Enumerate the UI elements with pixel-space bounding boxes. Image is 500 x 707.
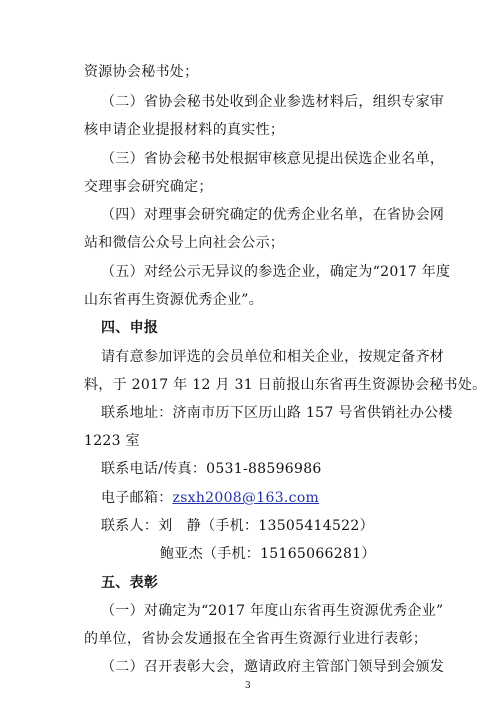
paragraph-line: 联系地址：济南市历下区历山路 157 号省供销社办公楼 (101, 405, 453, 421)
paragraph-line: （一）对确定为“2017 年度山东省再生资源优秀企业” (101, 603, 444, 619)
section-heading: 四、申报 (101, 320, 159, 336)
paragraph-line: 资源协会秘书处； (84, 64, 199, 80)
paragraph-line: 交理事会研究确定； (84, 179, 213, 195)
paragraph-line: 1223 室 (84, 433, 140, 449)
email-line (101, 489, 319, 507)
paragraph-line: （四）对理事会研究确定的优秀企业名单，在省协会网 (101, 207, 445, 223)
paragraph-line: 料，于 2017 年 12 月 31 日前报山东省再生资源协会秘书处。 (84, 377, 487, 393)
contact-person-line: 鲍亚杰（手机：15165066281） (160, 546, 376, 562)
email-label: 电子邮箱： (101, 490, 173, 506)
paragraph-line: （二）召开表彰大会，邀请政府主管部门领导到会颁发 (101, 659, 445, 675)
paragraph-line: （二）省协会秘书处收到企业参选材料后，组织专家审 (101, 94, 445, 110)
paragraph-line: 站和微信公众号上向社会公示； (84, 235, 285, 251)
paragraph-line: 的单位，省协会发通报在全省再生资源行业进行表彰； (84, 631, 428, 647)
paragraph-line: （三）省协会秘书处根据审核意见提出侯选企业名单， (101, 151, 445, 167)
paragraph-line: 核申请企业提报材料的真实性； (84, 122, 285, 138)
paragraph-line: 请有意参加评选的会员单位和相关企业，按规定备齐材 (101, 349, 445, 365)
paragraph-line: 山东省再生资源优秀企业”。 (84, 292, 264, 308)
email-link[interactable]: zsxh2008@163.com (172, 490, 320, 506)
page-number: 3 (245, 681, 251, 691)
contact-person-line: 联系人：刘 静（手机：13505414522） (101, 518, 374, 534)
contact-phone-line: 联系电话/传真：0531-88596986 (101, 461, 322, 477)
section-heading: 五、表彰 (101, 575, 159, 591)
paragraph-line: （五）对经公示无异议的参选企业，确定为“2017 年度 (101, 264, 451, 280)
